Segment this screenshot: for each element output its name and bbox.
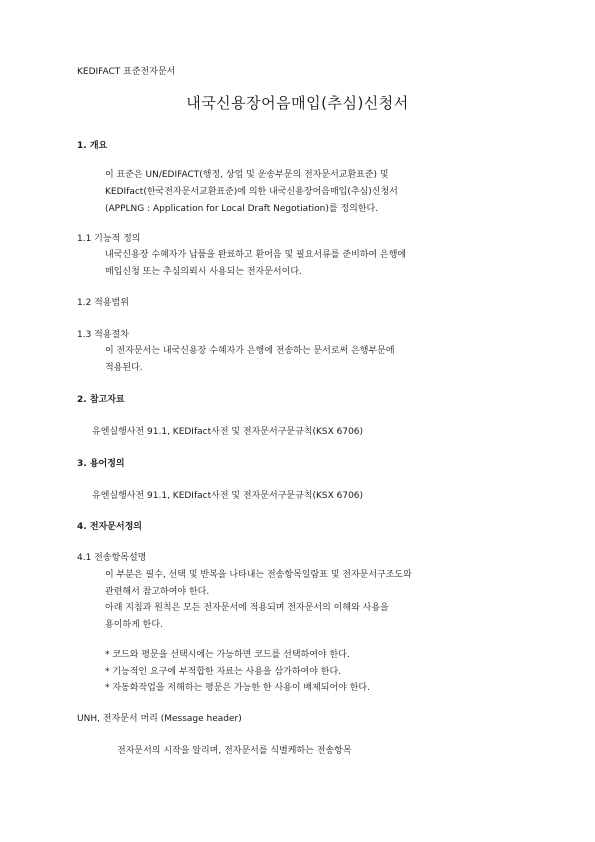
section-1-1-heading: 1.1 기능적 정의 (77, 234, 141, 244)
section-4-1-heading: 4.1 전송항목설명 (77, 553, 147, 563)
section-2-heading: 2. 참고자료 (77, 395, 125, 405)
section-1-1-para-line-2: 매입신청 또는 추심의뢰시 사용되는 전자문서이다. (105, 267, 302, 277)
section-2-text: 유엔실행사전 91.1, KEDIfact사전 및 전자문서구문규칙(KSX 6706) (92, 427, 364, 437)
guideline-bullet-2: * 기능적인 요구에 부적합한 자료는 사용을 삼가하여야 한다. (105, 667, 342, 677)
section-4-1-para-line-4: 용이하게 한다. (105, 620, 163, 630)
section-3-text: 유엔실행사전 91.1, KEDIfact사전 및 전자문서구문규칙(KSX 6706) (92, 491, 364, 501)
section-1-3-heading: 1.3 적용절차 (77, 330, 129, 340)
section-1-2-heading: 1.2 적용범위 (77, 298, 129, 308)
section-1-heading: 1. 개요 (77, 141, 108, 151)
section-4-heading: 4. 전자문서정의 (77, 522, 142, 532)
unh-text: 전자문서의 시작을 알리며, 전자문서를 식별케하는 전송항목 (117, 746, 352, 756)
section-4-1-para-line-2: 관련해서 참고하여야 한다. (105, 587, 210, 597)
section-1-3-para-line-1: 이 전자문서는 내국신용장 수혜자가 은행에 전송하는 문서로써 은행부문에 (105, 346, 395, 356)
section-1-para-line-3: (APPLNG : Application for Local Draft Negotiation)를 정의한다. (105, 204, 379, 214)
guideline-bullet-1: * 코드와 평문을 선택시에는 가능하면 코드를 선택하여야 한다. (105, 650, 350, 660)
document-header-label: KEDIFACT 표준전자문서 (77, 67, 176, 77)
guideline-bullet-3: * 자동화작업을 저해하는 평문은 가능한 한 사용이 배제되어야 한다. (105, 683, 370, 693)
section-1-3-para-line-2: 적용된다. (105, 363, 143, 373)
section-4-1-para-line-1: 이 부분은 필수, 선택 및 반복을 나타내는 전송항목일람표 및 전자문서구조도와 (105, 570, 412, 580)
section-4-1-para-line-3: 아래 지침과 원칙은 모든 전자문서에 적용되며 전자문서의 이해와 사용을 (105, 603, 389, 613)
section-3-heading: 3. 용어정의 (77, 459, 125, 469)
section-1-para-line-1: 이 표준은 UN/EDIFACT(행정, 상업 및 운송부문의 전자문서교환표준) 및 (105, 170, 389, 180)
document-title: 내국신용장어음매입(추심)신청서 (186, 94, 409, 112)
section-1-para-line-2: KEDIfact(한국전자문서교환표준)에 의한 내국신용장어음매입(추심)신청서 (105, 187, 398, 197)
section-1-1-para-line-1: 내국신용장 수혜자가 납품을 완료하고 환어음 및 필요서류를 준비하여 은행에 (105, 250, 407, 260)
unh-heading: UNH, 전자문서 머리 (Message header) (77, 714, 242, 724)
